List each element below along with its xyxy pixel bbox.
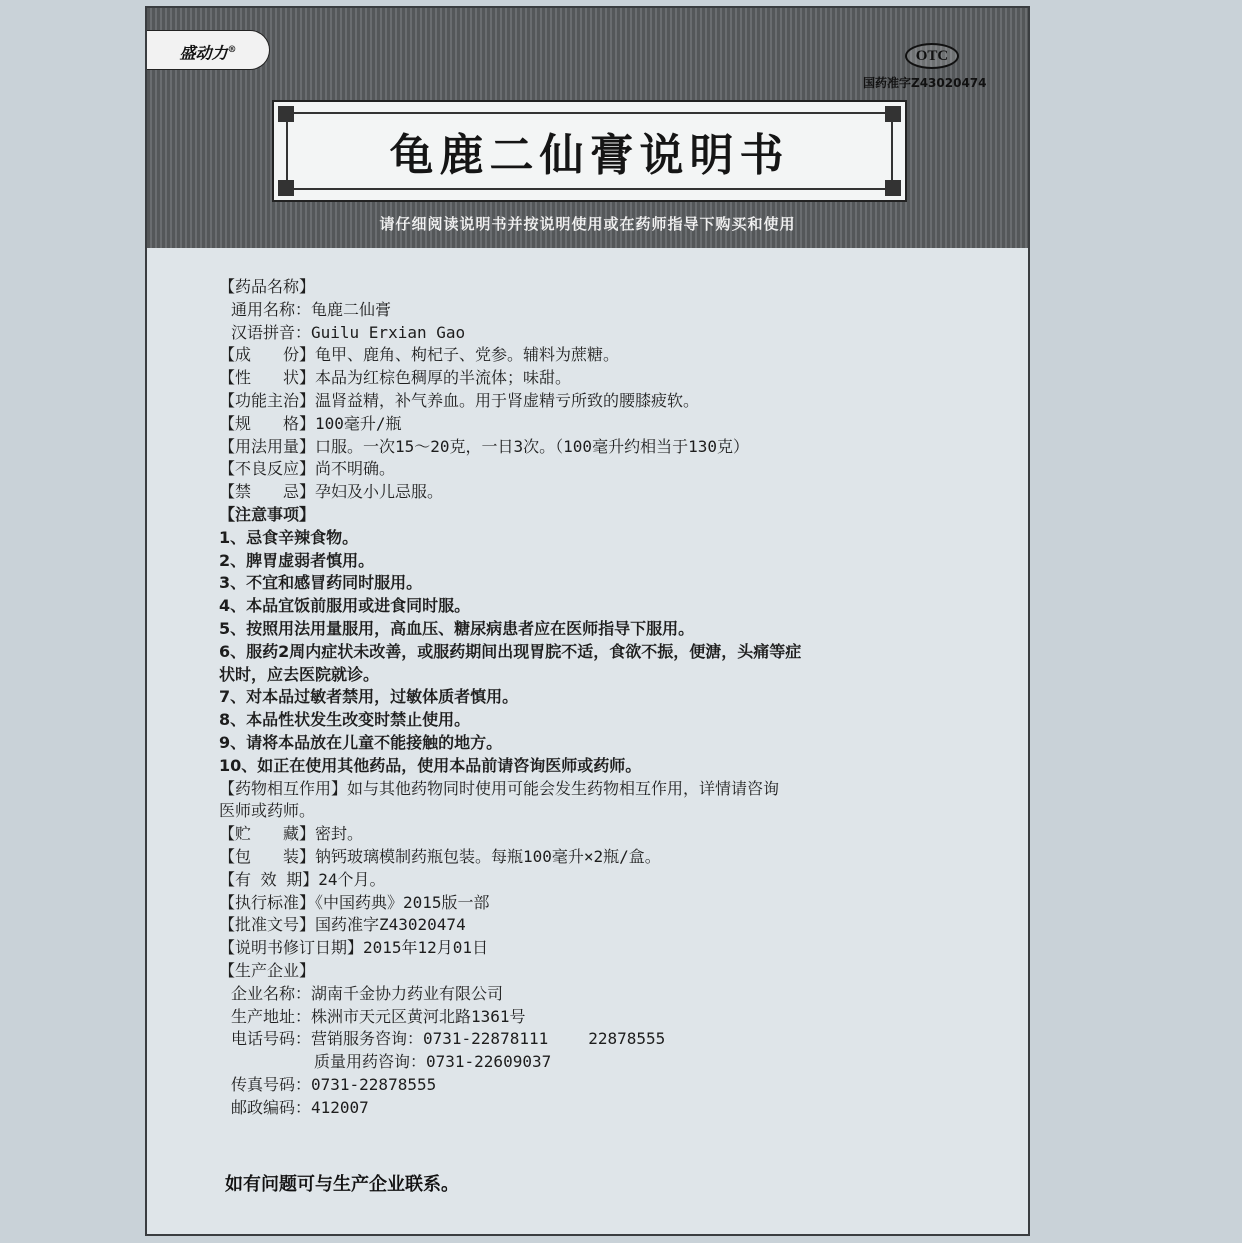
leaflet-sheet <box>145 6 1030 1236</box>
packaging: 【包 装】钠钙玻璃模制药瓶包装。每瓶100毫升×2瓶/盒。 <box>219 846 661 866</box>
drug-interactions: 【药物相互作用】如与其他药物同时使用可能会发生药物相互作用，详情请咨询 <box>219 778 780 798</box>
shelf-life: 【有 效 期】24个月。 <box>219 869 386 889</box>
indications: 【功能主治】温肾益精，补气养血。用于肾虚精亏所致的腰膝疲软。 <box>219 390 700 410</box>
storage: 【贮 藏】密封。 <box>219 824 364 844</box>
precaution-item: 4、本品宜饭前服用或进食同时服。 <box>219 596 471 616</box>
sales-phone: 电话号码：营销服务咨询：0731-22878111 <box>231 1029 549 1049</box>
closing-note: 如有问题可与生产企业联系。 <box>225 1174 459 1195</box>
sales-phone-extra: 22878555 <box>588 1029 666 1049</box>
adverse-reactions: 【不良反应】尚不明确。 <box>219 459 396 479</box>
precaution-item: 6、服药2周内症状未改善，或服药期间出现胃脘不适，食欲不振，便溏，头痛等症 <box>219 641 802 661</box>
section-manufacturer: 【生产企业】 <box>219 960 316 980</box>
drug-interactions-continued: 医师或药师。 <box>219 801 316 821</box>
precaution-item: 9、请将本品放在儿童不能接触的地方。 <box>219 732 503 752</box>
ingredients: 【成 份】龟甲、鹿角、枸杞子、党参。辅料为蔗糖。 <box>219 345 620 365</box>
revision-date: 【说明书修订日期】2015年12月01日 <box>219 938 489 958</box>
precaution-item: 10、如正在使用其他药品，使用本品前请咨询医师或药师。 <box>219 755 642 775</box>
generic-name: 通用名称：龟鹿二仙膏 <box>231 299 392 319</box>
precaution-item-continued: 状时，应去医院就诊。 <box>219 664 380 684</box>
pinyin-name: 汉语拼音：Guilu Erxian Gao <box>231 322 466 342</box>
company-name: 企业名称：湖南千金协力药业有限公司 <box>231 983 504 1003</box>
precaution-item: 5、按照用法用量服用，高血压、糖尿病患者应在医师指导下服用。 <box>219 618 695 638</box>
standard: 【执行标准】《中国药典》2015版一部 <box>219 892 490 912</box>
leaflet-body <box>219 276 1019 1119</box>
title-frame <box>272 100 907 202</box>
usage-notice: 请仔细阅读说明书并按说明使用或在药师指导下购买和使用 <box>379 215 796 233</box>
document-title: 龟鹿二仙膏说明书 <box>389 130 790 181</box>
quality-phone: 质量用药咨询：0731-22609037 <box>314 1052 552 1072</box>
appearance: 【性 状】本品为红棕色稠厚的半流体；味甜。 <box>219 368 572 388</box>
header-banner <box>147 8 1028 248</box>
section-precautions: 【注意事项】 <box>219 504 316 524</box>
brand-logo: 盛动力® <box>147 30 270 70</box>
dosage: 【用法用量】口服。一次15～20克，一日3次。（100毫升约相当于130克） <box>219 436 749 456</box>
contraindications: 【禁 忌】孕妇及小儿忌服。 <box>219 482 444 502</box>
company-address: 生产地址：株洲市天元区黄河北路1361号 <box>231 1006 526 1026</box>
precaution-item: 1、忌食辛辣食物。 <box>219 527 359 547</box>
postal-code: 邮政编码：412007 <box>231 1097 369 1117</box>
precaution-item: 7、对本品过敏者禁用，过敏体质者慎用。 <box>219 687 519 707</box>
specification: 【规 格】100毫升/瓶 <box>219 413 402 433</box>
otc-badge: OTC <box>905 43 959 69</box>
fax: 传真号码：0731-22878555 <box>231 1074 437 1094</box>
precaution-item: 3、不宜和感冒药同时服用。 <box>219 573 423 593</box>
section-drug-name: 【药品名称】 <box>219 277 316 296</box>
precaution-item: 8、本品性状发生改变时禁止使用。 <box>219 710 471 730</box>
approval-number: 【批准文号】国药准字Z43020474 <box>219 915 466 935</box>
phone-line <box>219 1028 1019 1051</box>
approval-number-top: 国药准字Z43020474 <box>863 76 987 90</box>
precaution-item: 2、脾胃虚弱者慎用。 <box>219 550 375 570</box>
